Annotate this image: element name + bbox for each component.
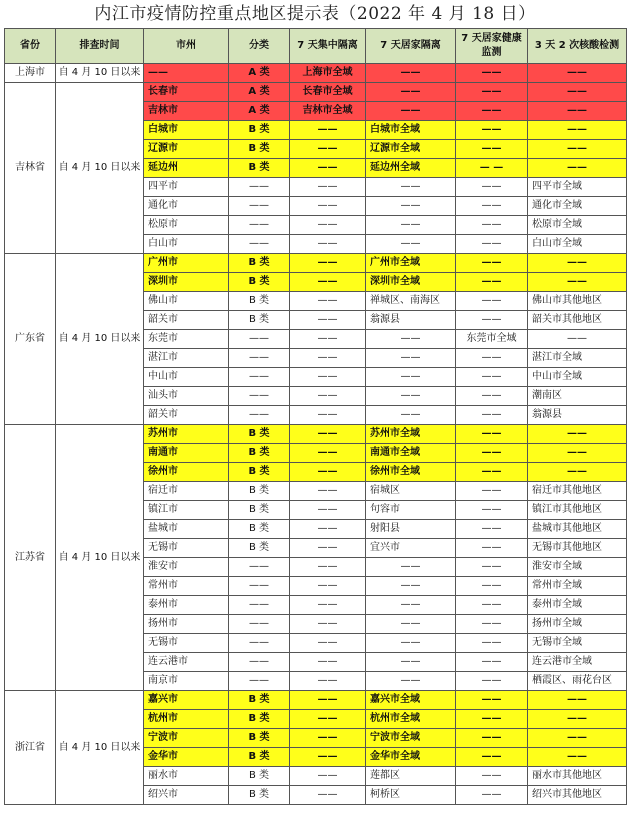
category-cell: B 类 xyxy=(229,292,290,311)
health-monitoring-cell: —— xyxy=(456,691,528,710)
health-monitoring-cell: —— xyxy=(456,311,528,330)
header-check-time: 排查时间 xyxy=(56,29,144,64)
city-cell: 连云港市 xyxy=(144,653,229,672)
home-isolation-cell: —— xyxy=(366,235,456,254)
nucleic-test-cell: 松原市全域 xyxy=(528,216,627,235)
central-isolation-cell: —— xyxy=(290,425,366,444)
city-cell: 常州市 xyxy=(144,577,229,596)
home-isolation-cell: 深圳市全域 xyxy=(366,273,456,292)
city-cell: 长春市 xyxy=(144,83,229,102)
health-monitoring-cell: —— xyxy=(456,767,528,786)
health-monitoring-cell: —— xyxy=(456,539,528,558)
table-row xyxy=(5,64,627,83)
category-cell: —— xyxy=(229,330,290,349)
central-isolation-cell: —— xyxy=(290,577,366,596)
health-monitoring-cell: —— xyxy=(456,197,528,216)
header-city: 市州 xyxy=(144,29,229,64)
category-cell: B 类 xyxy=(229,539,290,558)
city-cell: 宁波市 xyxy=(144,729,229,748)
nucleic-test-cell: —— xyxy=(528,273,627,292)
category-cell: B 类 xyxy=(229,121,290,140)
header-health-monitoring: 7 天居家健康监测 xyxy=(456,29,528,64)
central-isolation-cell: —— xyxy=(290,387,366,406)
health-monitoring-cell: —— xyxy=(456,577,528,596)
city-cell: 延边州 xyxy=(144,159,229,178)
table-row xyxy=(5,425,627,444)
health-monitoring-cell: —— xyxy=(456,463,528,482)
category-cell: B 类 xyxy=(229,710,290,729)
nucleic-test-cell: 扬州市全域 xyxy=(528,615,627,634)
category-cell: A 类 xyxy=(229,83,290,102)
nucleic-test-cell: 四平市全域 xyxy=(528,178,627,197)
category-cell: —— xyxy=(229,577,290,596)
nucleic-test-cell: 中山市全域 xyxy=(528,368,627,387)
health-monitoring-cell: —— xyxy=(456,349,528,368)
nucleic-test-cell: —— xyxy=(528,729,627,748)
health-monitoring-cell: —— xyxy=(456,216,528,235)
home-isolation-cell: —— xyxy=(366,178,456,197)
city-cell: 白山市 xyxy=(144,235,229,254)
category-cell: —— xyxy=(229,349,290,368)
health-monitoring-cell: —— xyxy=(456,64,528,83)
central-isolation-cell: —— xyxy=(290,444,366,463)
central-isolation-cell: —— xyxy=(290,368,366,387)
central-isolation-cell: —— xyxy=(290,311,366,330)
health-monitoring-cell: —— xyxy=(456,406,528,425)
nucleic-test-cell: 常州市全域 xyxy=(528,577,627,596)
nucleic-test-cell: 盐城市其他地区 xyxy=(528,520,627,539)
health-monitoring-cell: 东莞市全域 xyxy=(456,330,528,349)
category-cell: B 类 xyxy=(229,159,290,178)
header-home-isolation: 7 天居家隔离 xyxy=(366,29,456,64)
health-monitoring-cell: —— xyxy=(456,292,528,311)
city-cell: 泰州市 xyxy=(144,596,229,615)
health-monitoring-cell: —— xyxy=(456,444,528,463)
home-isolation-cell: 延边州全域 xyxy=(366,159,456,178)
health-monitoring-cell: —— xyxy=(456,615,528,634)
nucleic-test-cell: —— xyxy=(528,159,627,178)
central-isolation-cell: —— xyxy=(290,197,366,216)
category-cell: B 类 xyxy=(229,444,290,463)
category-cell: B 类 xyxy=(229,520,290,539)
nucleic-test-cell: 淮安市全域 xyxy=(528,558,627,577)
category-cell: —— xyxy=(229,368,290,387)
home-isolation-cell: 宜兴市 xyxy=(366,539,456,558)
nucleic-test-cell: 无锡市全域 xyxy=(528,634,627,653)
health-monitoring-cell: —— xyxy=(456,501,528,520)
home-isolation-cell: —— xyxy=(366,653,456,672)
central-isolation-cell: —— xyxy=(290,121,366,140)
home-isolation-cell: 杭州市全域 xyxy=(366,710,456,729)
nucleic-test-cell: 通化市全域 xyxy=(528,197,627,216)
nucleic-test-cell: 栖霞区、雨花台区 xyxy=(528,672,627,691)
nucleic-test-cell: —— xyxy=(528,254,627,273)
category-cell: B 类 xyxy=(229,311,290,330)
central-isolation-cell: —— xyxy=(290,235,366,254)
city-cell: 东莞市 xyxy=(144,330,229,349)
category-cell: —— xyxy=(229,197,290,216)
health-monitoring-cell: —— xyxy=(456,254,528,273)
central-isolation-cell: —— xyxy=(290,786,366,805)
check-time-cell: 自 4 月 10 日以来 xyxy=(56,254,144,425)
nucleic-test-cell: —— xyxy=(528,102,627,121)
nucleic-test-cell: 韶关市其他地区 xyxy=(528,311,627,330)
category-cell: B 类 xyxy=(229,463,290,482)
nucleic-test-cell: —— xyxy=(528,748,627,767)
nucleic-test-cell: —— xyxy=(528,444,627,463)
header-central-isolation: 7 天集中隔离 xyxy=(290,29,366,64)
check-time-cell: 自 4 月 10 日以来 xyxy=(56,64,144,83)
health-monitoring-cell: —— xyxy=(456,672,528,691)
home-isolation-cell: —— xyxy=(366,387,456,406)
central-isolation-cell: —— xyxy=(290,254,366,273)
health-monitoring-cell: —— xyxy=(456,83,528,102)
category-cell: —— xyxy=(229,615,290,634)
health-monitoring-cell: —— xyxy=(456,786,528,805)
category-cell: —— xyxy=(229,387,290,406)
province-cell: 吉林省 xyxy=(5,83,56,254)
category-cell: B 类 xyxy=(229,767,290,786)
central-isolation-cell: 长春市全域 xyxy=(290,83,366,102)
home-isolation-cell: 宿城区 xyxy=(366,482,456,501)
central-isolation-cell: —— xyxy=(290,463,366,482)
city-cell: 吉林市 xyxy=(144,102,229,121)
health-monitoring-cell: —— xyxy=(456,273,528,292)
home-isolation-cell: 金华市全域 xyxy=(366,748,456,767)
central-isolation-cell: —— xyxy=(290,501,366,520)
central-isolation-cell: —— xyxy=(290,330,366,349)
category-cell: —— xyxy=(229,558,290,577)
health-monitoring-cell: —— xyxy=(456,425,528,444)
home-isolation-cell: —— xyxy=(366,406,456,425)
check-time-cell: 自 4 月 10 日以来 xyxy=(56,691,144,805)
central-isolation-cell: —— xyxy=(290,292,366,311)
city-cell: 通化市 xyxy=(144,197,229,216)
central-isolation-cell: —— xyxy=(290,615,366,634)
health-monitoring-cell: — — xyxy=(456,159,528,178)
nucleic-test-cell: 无锡市其他地区 xyxy=(528,539,627,558)
home-isolation-cell: 南通市全域 xyxy=(366,444,456,463)
central-isolation-cell: 吉林市全域 xyxy=(290,102,366,121)
central-isolation-cell: —— xyxy=(290,273,366,292)
central-isolation-cell: —— xyxy=(290,634,366,653)
central-isolation-cell: —— xyxy=(290,672,366,691)
document-title: 内江市疫情防控重点地区提示表（2022 年 4 月 18 日） xyxy=(94,4,536,24)
city-cell: 深圳市 xyxy=(144,273,229,292)
central-isolation-cell: —— xyxy=(290,767,366,786)
nucleic-test-cell: 连云港市全域 xyxy=(528,653,627,672)
nucleic-test-cell: 宿迁市其他地区 xyxy=(528,482,627,501)
city-cell: 金华市 xyxy=(144,748,229,767)
home-isolation-cell: —— xyxy=(366,349,456,368)
city-cell: —— xyxy=(144,64,229,83)
central-isolation-cell: —— xyxy=(290,406,366,425)
city-cell: 丽水市 xyxy=(144,767,229,786)
health-monitoring-cell: —— xyxy=(456,102,528,121)
home-isolation-cell: —— xyxy=(366,368,456,387)
city-cell: 辽源市 xyxy=(144,140,229,159)
header-nucleic-test: 3 天 2 次核酸检测 xyxy=(528,29,627,64)
home-isolation-cell: 宁波市全域 xyxy=(366,729,456,748)
home-isolation-cell: 辽源市全域 xyxy=(366,140,456,159)
city-cell: 韶关市 xyxy=(144,311,229,330)
nucleic-test-cell: 丽水市其他地区 xyxy=(528,767,627,786)
city-cell: 宿迁市 xyxy=(144,482,229,501)
home-isolation-cell: —— xyxy=(366,64,456,83)
home-isolation-cell: 广州市全域 xyxy=(366,254,456,273)
city-cell: 佛山市 xyxy=(144,292,229,311)
central-isolation-cell: —— xyxy=(290,653,366,672)
central-isolation-cell: 上海市全域 xyxy=(290,64,366,83)
health-monitoring-cell: —— xyxy=(456,596,528,615)
health-monitoring-cell: —— xyxy=(456,140,528,159)
health-monitoring-cell: —— xyxy=(456,178,528,197)
category-cell: —— xyxy=(229,634,290,653)
province-cell: 江苏省 xyxy=(5,425,56,691)
category-cell: B 类 xyxy=(229,748,290,767)
home-isolation-cell: 徐州市全域 xyxy=(366,463,456,482)
category-cell: —— xyxy=(229,406,290,425)
health-monitoring-cell: —— xyxy=(456,634,528,653)
city-cell: 嘉兴市 xyxy=(144,691,229,710)
category-cell: B 类 xyxy=(229,691,290,710)
category-cell: —— xyxy=(229,216,290,235)
header-row xyxy=(5,29,627,64)
category-cell: —— xyxy=(229,178,290,197)
nucleic-test-cell: —— xyxy=(528,83,627,102)
city-cell: 松原市 xyxy=(144,216,229,235)
city-cell: 中山市 xyxy=(144,368,229,387)
central-isolation-cell: —— xyxy=(290,178,366,197)
city-cell: 杭州市 xyxy=(144,710,229,729)
city-cell: 汕头市 xyxy=(144,387,229,406)
central-isolation-cell: —— xyxy=(290,558,366,577)
category-cell: —— xyxy=(229,672,290,691)
category-cell: —— xyxy=(229,235,290,254)
home-isolation-cell: —— xyxy=(366,216,456,235)
home-isolation-cell: —— xyxy=(366,83,456,102)
nucleic-test-cell: 翁源县 xyxy=(528,406,627,425)
home-isolation-cell: 苏州市全域 xyxy=(366,425,456,444)
central-isolation-cell: —— xyxy=(290,349,366,368)
city-cell: 徐州市 xyxy=(144,463,229,482)
city-cell: 湛江市 xyxy=(144,349,229,368)
central-isolation-cell: —— xyxy=(290,539,366,558)
city-cell: 白城市 xyxy=(144,121,229,140)
central-isolation-cell: —— xyxy=(290,729,366,748)
nucleic-test-cell: 白山市全域 xyxy=(528,235,627,254)
home-isolation-cell: 禅城区、南海区 xyxy=(366,292,456,311)
header-province: 省份 xyxy=(5,29,56,64)
home-isolation-cell: —— xyxy=(366,102,456,121)
city-cell: 南京市 xyxy=(144,672,229,691)
category-cell: B 类 xyxy=(229,729,290,748)
check-time-cell: 自 4 月 10 日以来 xyxy=(56,425,144,691)
table-body xyxy=(5,64,627,805)
health-monitoring-cell: —— xyxy=(456,653,528,672)
home-isolation-cell: —— xyxy=(366,615,456,634)
nucleic-test-cell: 泰州市全域 xyxy=(528,596,627,615)
health-monitoring-cell: —— xyxy=(456,710,528,729)
central-isolation-cell: —— xyxy=(290,748,366,767)
health-monitoring-cell: —— xyxy=(456,520,528,539)
category-cell: B 类 xyxy=(229,482,290,501)
nucleic-test-cell: 潮南区 xyxy=(528,387,627,406)
nucleic-test-cell: 绍兴市其他地区 xyxy=(528,786,627,805)
category-cell: B 类 xyxy=(229,140,290,159)
central-isolation-cell: —— xyxy=(290,482,366,501)
home-isolation-cell: 句容市 xyxy=(366,501,456,520)
category-cell: B 类 xyxy=(229,254,290,273)
city-cell: 南通市 xyxy=(144,444,229,463)
nucleic-test-cell: —— xyxy=(528,121,627,140)
nucleic-test-cell: —— xyxy=(528,425,627,444)
health-monitoring-cell: —— xyxy=(456,235,528,254)
health-monitoring-cell: —— xyxy=(456,558,528,577)
home-isolation-cell: 莲都区 xyxy=(366,767,456,786)
city-cell: 无锡市 xyxy=(144,539,229,558)
home-isolation-cell: —— xyxy=(366,558,456,577)
header-category: 分类 xyxy=(229,29,290,64)
category-cell: A 类 xyxy=(229,102,290,121)
nucleic-test-cell: 湛江市全域 xyxy=(528,349,627,368)
health-monitoring-cell: —— xyxy=(456,748,528,767)
central-isolation-cell: —— xyxy=(290,710,366,729)
category-cell: B 类 xyxy=(229,273,290,292)
home-isolation-cell: 柯桥区 xyxy=(366,786,456,805)
home-isolation-cell: —— xyxy=(366,596,456,615)
home-isolation-cell: 白城市全域 xyxy=(366,121,456,140)
nucleic-test-cell: —— xyxy=(528,140,627,159)
home-isolation-cell: —— xyxy=(366,577,456,596)
home-isolation-cell: 嘉兴市全域 xyxy=(366,691,456,710)
health-monitoring-cell: —— xyxy=(456,121,528,140)
central-isolation-cell: —— xyxy=(290,520,366,539)
province-cell: 浙江省 xyxy=(5,691,56,805)
home-isolation-cell: —— xyxy=(366,330,456,349)
key-areas-table xyxy=(4,28,627,805)
central-isolation-cell: —— xyxy=(290,159,366,178)
category-cell: —— xyxy=(229,653,290,672)
category-cell: B 类 xyxy=(229,501,290,520)
central-isolation-cell: —— xyxy=(290,596,366,615)
health-monitoring-cell: —— xyxy=(456,387,528,406)
nucleic-test-cell: —— xyxy=(528,710,627,729)
city-cell: 淮安市 xyxy=(144,558,229,577)
nucleic-test-cell: —— xyxy=(528,330,627,349)
city-cell: 广州市 xyxy=(144,254,229,273)
nucleic-test-cell: —— xyxy=(528,691,627,710)
home-isolation-cell: —— xyxy=(366,197,456,216)
province-cell: 广东省 xyxy=(5,254,56,425)
city-cell: 扬州市 xyxy=(144,615,229,634)
table-row xyxy=(5,254,627,273)
home-isolation-cell: 射阳县 xyxy=(366,520,456,539)
nucleic-test-cell: 佛山市其他地区 xyxy=(528,292,627,311)
nucleic-test-cell: —— xyxy=(528,64,627,83)
city-cell: 盐城市 xyxy=(144,520,229,539)
home-isolation-cell: 翁源县 xyxy=(366,311,456,330)
city-cell: 绍兴市 xyxy=(144,786,229,805)
table-row xyxy=(5,83,627,102)
city-cell: 镇江市 xyxy=(144,501,229,520)
check-time-cell: 自 4 月 10 日以来 xyxy=(56,83,144,254)
table-row xyxy=(5,691,627,710)
city-cell: 四平市 xyxy=(144,178,229,197)
category-cell: A 类 xyxy=(229,64,290,83)
city-cell: 韶关市 xyxy=(144,406,229,425)
province-cell: 上海市 xyxy=(5,64,56,83)
nucleic-test-cell: 镇江市其他地区 xyxy=(528,501,627,520)
home-isolation-cell: —— xyxy=(366,672,456,691)
city-cell: 无锡市 xyxy=(144,634,229,653)
category-cell: B 类 xyxy=(229,786,290,805)
home-isolation-cell: —— xyxy=(366,634,456,653)
health-monitoring-cell: —— xyxy=(456,729,528,748)
central-isolation-cell: —— xyxy=(290,216,366,235)
health-monitoring-cell: —— xyxy=(456,368,528,387)
nucleic-test-cell: —— xyxy=(528,463,627,482)
health-monitoring-cell: —— xyxy=(456,482,528,501)
category-cell: —— xyxy=(229,596,290,615)
city-cell: 苏州市 xyxy=(144,425,229,444)
central-isolation-cell: —— xyxy=(290,691,366,710)
category-cell: B 类 xyxy=(229,425,290,444)
central-isolation-cell: —— xyxy=(290,140,366,159)
